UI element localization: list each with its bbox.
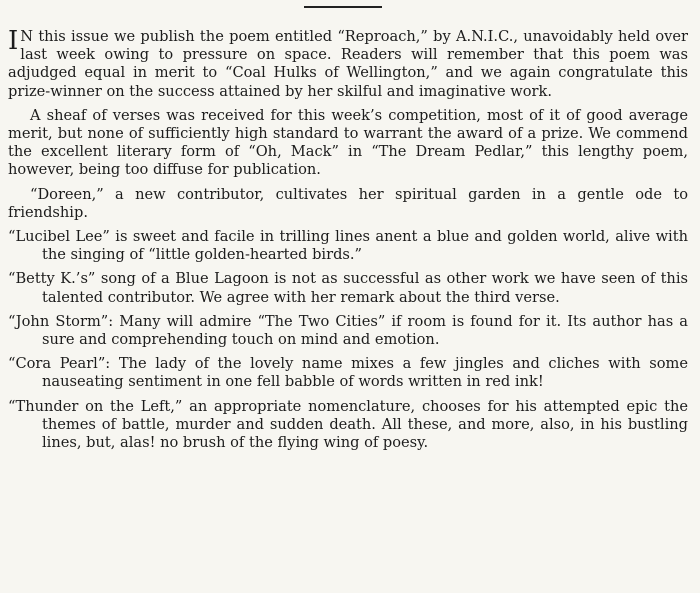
- entry-lucibel-lee: “Lucibel Lee” is sweet and facile in trilling lines anent a blue and golden world, alive with the singing of “little golden-hearted birds.”: [8, 228, 688, 264]
- dropcap: I: [8, 26, 19, 56]
- intro-text: N this issue we publish the poem entitled “Reproach,” by A.N.I.C., unavoidably held over last week owing to pressure on space. Readers will remember that this poem was adjudged equal in merit to “Coal Hulks of Wellington,” and we again congratulate this prize-winner on the success attained by her skilful and imaginative work.: [8, 28, 688, 100]
- header-rule: [304, 6, 382, 8]
- article-column: [8, 28, 688, 458]
- entry-thunder-on-the-left: “Thunder on the Left,” an appropriate nomenclature, chooses for his attempted epic the themes of battle, murder and sudden death. All these, and more, also, in his bustling lines, but, alas! no brush of the flying wing of poesy.: [8, 397, 688, 452]
- entry-john-storm: “John Storm”: Many will admire “The Two Cities” if room is found for it. Its author has a sure and comprehending touch on mind and emotion.: [8, 312, 688, 349]
- intro-paragraph: [8, 28, 688, 101]
- competition-paragraph: A sheaf of verses was received for this week’s competition, most of it of good average merit, but none of sufficiently high standard to warrant the award of a prize. We commend the excellent literary form of “Oh, Mack” in “The Dream Pedlar,” this lengthy poem, however, being too diffuse for publication.: [8, 106, 688, 179]
- entry-betty-k: “Betty K.’s” song of a Blue Lagoon is not as successful as other work we have seen of this talented contributor. We agree with her remark about the third verse.: [8, 270, 688, 306]
- entry-cora-pearl: “Cora Pearl”: The lady of the lovely name mixes a few jingles and cliches with some nauseating sentiment in one fell babble of words written in red ink!: [8, 355, 688, 391]
- doreen-paragraph: “Doreen,” a new contributor, cultivates her spiritual garden in a gentle ode to friendship.: [8, 185, 688, 221]
